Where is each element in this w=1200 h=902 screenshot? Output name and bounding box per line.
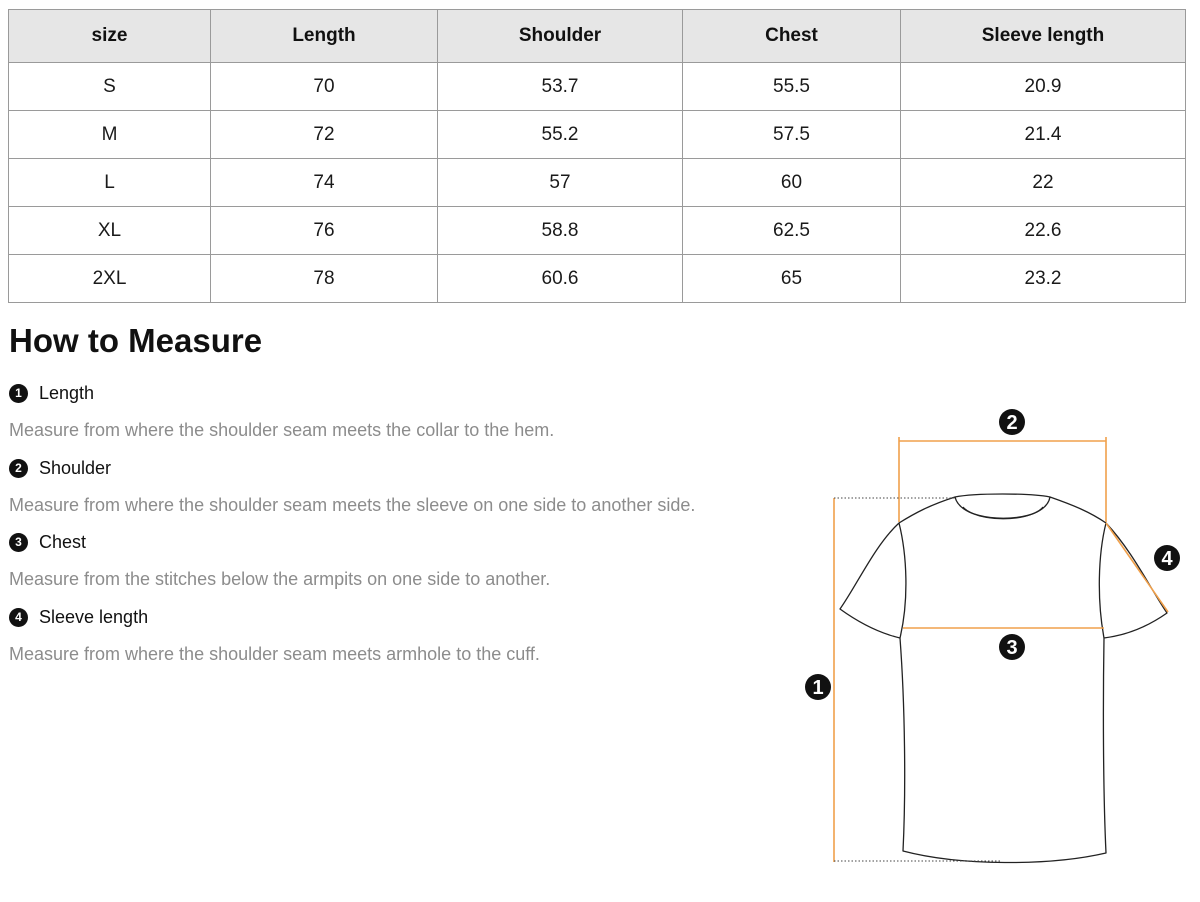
guide-item-sleeve-length-description: Measure from where the shoulder seam meets armhole to the cuff. <box>9 644 540 664</box>
cell-length: 76 <box>211 207 438 255</box>
cell-size: 2XL <box>9 255 211 303</box>
cell-shoulder: 53.7 <box>438 63 683 111</box>
marker-3-icon <box>999 634 1025 660</box>
header-size: size <box>9 10 211 63</box>
marker-1-label: 1 <box>812 677 824 699</box>
guide-item-label: Chest <box>39 531 87 552</box>
cell-shoulder: 58.8 <box>438 207 683 255</box>
cell-shoulder: 57 <box>438 159 683 207</box>
header-length: Length <box>211 10 438 63</box>
cell-chest: 55.5 <box>683 63 901 111</box>
cell-length: 70 <box>211 63 438 111</box>
cell-sleeve-length: 23.2 <box>901 255 1186 303</box>
marker-2-icon <box>999 409 1025 435</box>
guide-item-shoulder-description: Measure from where the shoulder seam meets the sleeve on one side to another side. <box>9 495 696 515</box>
cell-size: L <box>9 159 211 207</box>
guide-item-chest-description: Measure from the stitches below the armpits on one side to another. <box>9 569 551 589</box>
cell-sleeve-length: 22.6 <box>901 207 1186 255</box>
cell-sleeve-length: 22 <box>901 159 1186 207</box>
cell-sleeve-length: 21.4 <box>901 111 1186 159</box>
cell-size: XL <box>9 207 211 255</box>
how-to-measure-heading: How to Measure <box>9 322 263 359</box>
cell-sleeve-length: 20.9 <box>901 63 1186 111</box>
cell-shoulder: 55.2 <box>438 111 683 159</box>
cell-size: M <box>9 111 211 159</box>
cell-shoulder: 60.6 <box>438 255 683 303</box>
cell-length: 74 <box>211 159 438 207</box>
marker-3-label: 3 <box>1006 637 1018 659</box>
number-2-icon: 2 <box>9 459 28 478</box>
tshirt-outline-icon <box>840 494 1167 863</box>
number-1-icon: 1 <box>9 384 28 403</box>
header-shoulder: Shoulder <box>438 10 683 63</box>
cell-chest: 60 <box>683 159 901 207</box>
cell-chest: 62.5 <box>683 207 901 255</box>
header-chest: Chest <box>683 10 901 63</box>
cell-size: S <box>9 63 211 111</box>
number-4-icon: 4 <box>9 608 28 627</box>
guide-item-length-description: Measure from where the shoulder seam meets the collar to the hem. <box>9 420 555 440</box>
cell-length: 72 <box>211 111 438 159</box>
cell-chest: 65 <box>683 255 901 303</box>
guide-item-label: Sleeve length <box>39 606 149 627</box>
guide-item-label: Shoulder <box>39 457 112 478</box>
marker-2-label: 2 <box>1006 412 1018 434</box>
marker-4-label: 4 <box>1161 548 1173 570</box>
marker-1-icon <box>805 674 831 700</box>
cell-chest: 57.5 <box>683 111 901 159</box>
marker-4-icon <box>1154 545 1180 571</box>
guide-item-label: Length <box>39 382 95 403</box>
header-sleeve-length: Sleeve length <box>901 10 1186 63</box>
cell-length: 78 <box>211 255 438 303</box>
number-3-icon: 3 <box>9 533 28 552</box>
